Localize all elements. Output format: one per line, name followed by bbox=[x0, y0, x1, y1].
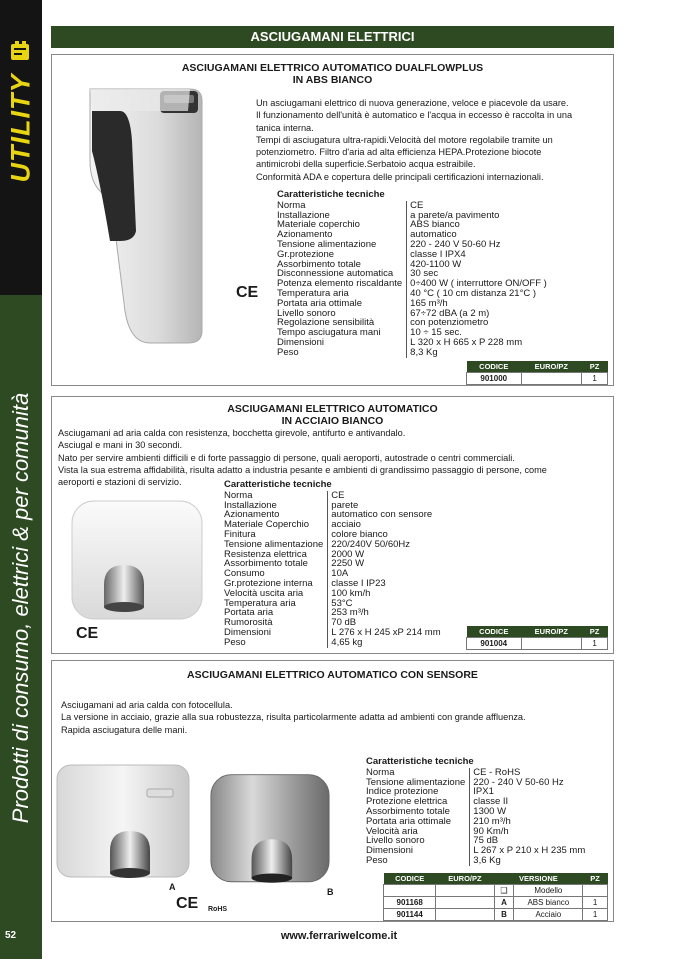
specs-table bbox=[224, 491, 441, 648]
specs-block bbox=[224, 480, 441, 648]
code-header: CODICE bbox=[467, 361, 522, 372]
spec-row bbox=[224, 638, 441, 648]
version-header: VERSIONE bbox=[494, 873, 583, 884]
page-number: 52 bbox=[5, 930, 17, 941]
spec-value: 40 °C ( 10 cm distanza 21°C ) bbox=[407, 289, 547, 299]
checkbox-icon: ❑ bbox=[494, 884, 514, 896]
product-image-a-abs-bianco bbox=[55, 761, 195, 891]
spec-row bbox=[277, 348, 547, 358]
spec-value: 67÷72 dBA (a 2 m) bbox=[407, 309, 547, 319]
description-line: tanica interna. bbox=[256, 122, 314, 133]
spec-key: Portata aria bbox=[224, 607, 274, 619]
website-link[interactable]: www.ferrariwelcome.it bbox=[280, 930, 398, 942]
product-code: 901000 bbox=[467, 372, 522, 384]
euro-header: EURO/PZ bbox=[436, 873, 494, 884]
title-line: ASCIUGAMANI ELETTRICO AUTOMATICO bbox=[227, 403, 438, 415]
spec-key: Potenza elemento riscaldante bbox=[277, 278, 403, 290]
spec-key: Materiale Coperchio bbox=[224, 519, 310, 531]
spec-key: Norma bbox=[277, 199, 306, 211]
code-table bbox=[466, 626, 608, 650]
spec-key: Dimensioni bbox=[366, 845, 413, 857]
quantity-cell: 1 bbox=[583, 896, 608, 908]
category-label: Prodotti di consumo, elettrici & per comunità bbox=[8, 392, 33, 824]
spec-value: 420-1100 W bbox=[407, 260, 547, 270]
spec-key: Protezione elettrica bbox=[366, 796, 448, 808]
product-box-dualflowplus bbox=[51, 54, 614, 386]
spec-value: 220 - 240 V 50-60 Hz bbox=[470, 778, 585, 788]
spec-key: Gr.protezione interna bbox=[224, 577, 313, 589]
spec-value: ABS bianco bbox=[407, 220, 547, 230]
table-row bbox=[384, 908, 608, 920]
spec-value: 2000 W bbox=[328, 550, 441, 560]
spec-value: 53°C bbox=[328, 599, 441, 609]
spec-value: colore bianco bbox=[328, 530, 441, 540]
spec-key: Installazione bbox=[277, 209, 330, 221]
model-cell: ABS bianco bbox=[514, 896, 583, 908]
spec-value: 220 - 240 V 50-60 Hz bbox=[407, 240, 547, 250]
empty-cell bbox=[436, 884, 494, 896]
spec-key: Installazione bbox=[224, 499, 277, 511]
spec-key: Tensione alimentazione bbox=[277, 238, 377, 250]
section-header: ASCIUGAMANI ELETTRICI bbox=[51, 26, 614, 48]
spec-row bbox=[366, 856, 585, 866]
spec-key: Rumorosità bbox=[224, 617, 273, 629]
euro-header: EURO/PZ bbox=[521, 361, 582, 372]
product-code: 901168 bbox=[384, 896, 436, 908]
specs-title: Caratteristiche tecniche bbox=[224, 479, 332, 490]
spec-value: automatico con sensore bbox=[328, 510, 441, 520]
spec-value: 210 m³/h bbox=[470, 817, 585, 827]
spec-value: L 267 x P 210 x H 235 mm bbox=[470, 846, 585, 856]
spec-value: parete bbox=[328, 501, 441, 511]
spec-value: 220/240V 50/60Hz bbox=[328, 540, 441, 550]
description-line: Tempi di asciugatura ultra-rapidi.Velocità del motore regolabile tramite un bbox=[256, 134, 553, 145]
description-line: antimicrobi della superficie.Serbatoio acqua estraibile. bbox=[256, 159, 476, 170]
spec-value: 3,6 Kg bbox=[470, 856, 585, 866]
spec-key: Temperatura aria bbox=[224, 597, 296, 609]
spec-value: classe I IP23 bbox=[328, 579, 441, 589]
spec-value: CE - RoHS bbox=[470, 768, 585, 778]
spec-key: Livello sonoro bbox=[277, 307, 336, 319]
spec-value: L 320 x H 665 x P 228 mm bbox=[407, 338, 547, 348]
title-line: IN ACCIAIO BIANCO bbox=[281, 415, 384, 427]
code-header: CODICE bbox=[384, 873, 436, 884]
spec-value: classe I IPX4 bbox=[407, 250, 547, 260]
spec-key: Livello sonoro bbox=[366, 835, 425, 847]
spec-key: Peso bbox=[224, 636, 246, 648]
spec-key: Finitura bbox=[224, 528, 256, 540]
sidebar bbox=[0, 0, 42, 959]
specs-title: Caratteristiche tecniche bbox=[277, 189, 385, 200]
rohs-mark: RoHS bbox=[208, 906, 228, 913]
product-title bbox=[52, 403, 613, 427]
code-table bbox=[466, 361, 608, 385]
product-code: 901004 bbox=[467, 637, 522, 649]
spec-key: Resistenza elettrica bbox=[224, 548, 307, 560]
website-footer[interactable] bbox=[0, 930, 678, 942]
spec-key: Dimensioni bbox=[224, 626, 271, 638]
title-line: ASCIUGAMANI ELETTRICO AUTOMATICO DUALFLOWPLUS bbox=[181, 62, 484, 74]
spec-key: Materiale coperchio bbox=[277, 219, 360, 231]
spec-key: Norma bbox=[366, 766, 395, 778]
ce-mark: CE bbox=[236, 284, 259, 301]
spec-key: Peso bbox=[277, 346, 299, 358]
spec-value: CE bbox=[328, 491, 441, 501]
spec-value: 10 ÷ 15 sec. bbox=[407, 328, 547, 338]
ce-mark: CE bbox=[76, 625, 99, 642]
battery-icon bbox=[8, 38, 34, 64]
product-image-dualflowplus bbox=[70, 81, 220, 351]
spec-value: 90 Km/h bbox=[470, 827, 585, 837]
description-line: Un asciugamani elettrico di nuova generazione, veloce e piacevole da usare. bbox=[256, 98, 569, 108]
price-cell bbox=[521, 372, 582, 384]
spec-value: 0÷400 W ( interruttore ON/OFF ) bbox=[407, 279, 547, 289]
description-line: Rapida asciugatura delle mani. bbox=[61, 724, 188, 735]
spec-key: Consumo bbox=[224, 568, 265, 580]
description-line: aeroporti e stazioni di servizio. bbox=[58, 477, 182, 488]
category-utility-label: UTILITY bbox=[5, 73, 36, 183]
spec-value: 75 dB bbox=[470, 836, 585, 846]
specs-table bbox=[366, 768, 585, 866]
spec-key: Tempo asciugatura mani bbox=[277, 327, 381, 339]
spec-key: Azionamento bbox=[224, 509, 280, 521]
spec-value: 30 sec bbox=[407, 269, 547, 279]
spec-key: Dimensioni bbox=[277, 336, 324, 348]
spec-value: CE bbox=[407, 201, 547, 211]
spec-value: 2250 W bbox=[328, 559, 441, 569]
model-cell: Acciaio bbox=[514, 908, 583, 920]
version-b-label: B bbox=[327, 887, 334, 897]
table-row bbox=[384, 896, 608, 908]
product-image-b-acciaio bbox=[200, 771, 340, 891]
spec-key: Velocità aria bbox=[366, 825, 418, 837]
pz-header: PZ bbox=[582, 361, 608, 372]
spec-key: Velocità uscita aria bbox=[224, 587, 304, 599]
spec-value: con potenziometro bbox=[407, 318, 547, 328]
quantity-cell: 1 bbox=[582, 637, 608, 649]
description-line: Asciugamani ad aria calda con fotocellula. bbox=[61, 700, 233, 710]
product-box-acciaio-bianco bbox=[51, 396, 614, 654]
price-cell bbox=[436, 908, 494, 920]
spec-value: 8,3 Kg bbox=[407, 348, 547, 358]
quantity-cell: 1 bbox=[582, 372, 608, 384]
description-line: Vista la sua estrema affidabilità, risulta adatto a industria pesante e ambienti di grandissimo passaggio di persone, come bbox=[58, 464, 547, 475]
spec-key: Disconnessione automatica bbox=[277, 268, 394, 280]
spec-key: Temperatura aria bbox=[277, 287, 349, 299]
spec-key: Norma bbox=[224, 489, 253, 501]
product-image-acciaio-bianco bbox=[64, 495, 214, 635]
specs-block bbox=[277, 190, 547, 358]
spec-value: 4,65 kg bbox=[328, 638, 441, 648]
description-line: Nato per servire ambienti difficili e di forte passaggio di persone, quali aeroporti, autostrade o centri commerciali. bbox=[58, 452, 515, 463]
spec-value: acciaio bbox=[328, 520, 441, 530]
description-line: potenziometro. Filtro d'aria ad alta efficienza HEPA.Protezione biocote bbox=[256, 147, 542, 158]
spec-value: 1300 W bbox=[470, 807, 585, 817]
description-line: La versione in acciaio, grazie alla sua robustezza, risulta particolarmente adatta ad ambienti con grande affluenza. bbox=[61, 712, 526, 723]
description-line: Il funzionamento dell'unità è automatico e l'acqua in eccesso è raccolta in una bbox=[256, 110, 573, 121]
spec-value: 165 m³/h bbox=[407, 299, 547, 309]
euro-header: EURO/PZ bbox=[521, 626, 582, 637]
spec-key: Assorbimento totale bbox=[366, 805, 450, 817]
version-cell: B bbox=[494, 908, 514, 920]
spec-value: classe II bbox=[470, 797, 585, 807]
quantity-cell: 1 bbox=[583, 908, 608, 920]
title-line: IN ABS BIANCO bbox=[292, 74, 373, 86]
spec-value: automatico bbox=[407, 230, 547, 240]
product-description bbox=[256, 97, 608, 183]
spec-key: Assorbimento totale bbox=[224, 558, 308, 570]
pz-header: PZ bbox=[582, 626, 608, 637]
spec-value: a parete/a pavimento bbox=[407, 211, 547, 221]
specs-block bbox=[366, 757, 585, 866]
spec-value: 10A bbox=[328, 569, 441, 579]
price-cell bbox=[436, 896, 494, 908]
spec-value: 70 dB bbox=[328, 618, 441, 628]
spec-key: Azionamento bbox=[277, 229, 333, 241]
specs-title: Caratteristiche tecniche bbox=[366, 756, 474, 767]
spec-key: Indice protezione bbox=[366, 786, 439, 798]
version-a-label: A bbox=[169, 882, 176, 892]
product-code: 901144 bbox=[384, 908, 436, 920]
spec-key: Peso bbox=[366, 854, 388, 866]
spec-value: L 276 x H 245 xP 214 mm bbox=[328, 628, 441, 638]
spec-key: Gr.protezione bbox=[277, 248, 335, 260]
spec-key: Portata aria ottimale bbox=[277, 297, 363, 309]
product-title: ASCIUGAMANI ELETTRICO AUTOMATICO CON SENSORE bbox=[187, 669, 478, 681]
spec-value: 253 m³/h bbox=[328, 608, 441, 618]
spec-key: Tensione alimentazione bbox=[224, 538, 324, 550]
spec-key: Assorbimento totale bbox=[277, 258, 361, 270]
spec-key: Portata aria ottimale bbox=[366, 815, 452, 827]
description-line: Conformità ADA e copertura delle principali certificazioni internazionali. bbox=[256, 171, 544, 182]
empty-cell bbox=[583, 884, 608, 896]
spec-key: Tensione alimentazione bbox=[366, 776, 466, 788]
empty-cell bbox=[384, 884, 436, 896]
description-line: Asciugal e mani in 30 secondi. bbox=[58, 440, 183, 451]
spec-key: Regolazione sensibilità bbox=[277, 317, 375, 329]
version-cell: A bbox=[494, 896, 514, 908]
spec-value: 100 km/h bbox=[328, 589, 441, 599]
code-header: CODICE bbox=[467, 626, 522, 637]
pz-header: PZ bbox=[583, 873, 608, 884]
price-cell bbox=[521, 637, 582, 649]
model-subheader: Modello bbox=[514, 884, 583, 896]
description-line: Asciugamani ad aria calda con resistenza, bocchetta girevole, antifurto e antivandalo. bbox=[58, 428, 406, 438]
code-table bbox=[383, 873, 608, 921]
product-description bbox=[61, 699, 606, 736]
spec-value: IPX1 bbox=[470, 787, 585, 797]
ce-mark: CE bbox=[176, 895, 199, 912]
product-box-con-sensore bbox=[51, 660, 614, 922]
specs-table bbox=[277, 201, 547, 358]
